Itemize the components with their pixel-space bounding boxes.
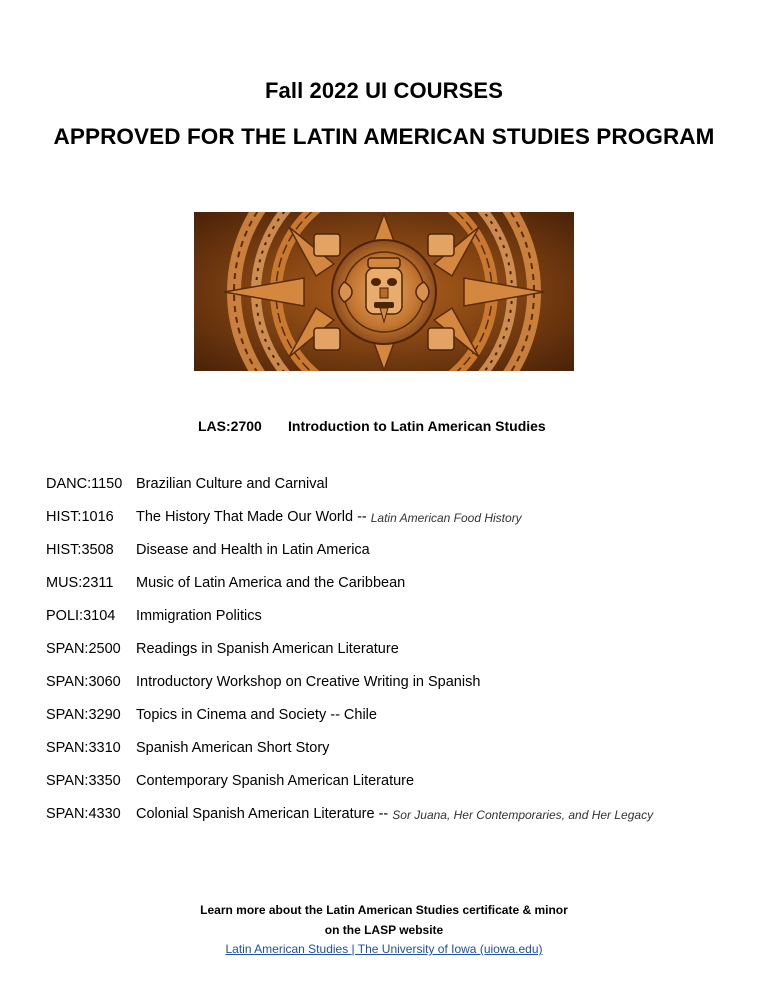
course-code: MUS:2311 — [46, 575, 114, 591]
course-code: SPAN:3060 — [46, 674, 121, 690]
course-title: Topics in Cinema and Society -- Chile — [136, 707, 377, 723]
course-code: POLI:3104 — [46, 608, 116, 624]
page-title: Fall 2022 UI COURSES — [265, 78, 503, 103]
course-title: Contemporary Spanish American Literature — [136, 773, 415, 789]
course-code: SPAN:3350 — [46, 773, 121, 789]
aztec-calendar-image — [194, 212, 574, 371]
course-list — [46, 476, 653, 839]
course-title: Music of Latin America and the Caribbean — [136, 575, 406, 591]
course-code: HIST:3508 — [46, 542, 114, 558]
course-subtitle: Sor Juana, Her Contemporaries, and Her Legacy — [392, 808, 654, 822]
featured-course-title: Introduction to Latin American Studies — [288, 418, 546, 434]
course-item — [46, 806, 653, 839]
course-item — [46, 542, 653, 575]
course-title: The History That Made Our World -- — [136, 509, 367, 525]
course-title: Immigration Politics — [136, 608, 262, 624]
course-code: SPAN:4330 — [46, 806, 121, 822]
course-title: Introductory Workshop on Creative Writing in Spanish — [136, 674, 481, 690]
course-item — [46, 674, 653, 707]
course-title: Disease and Health in Latin America — [136, 542, 370, 558]
course-item — [46, 509, 653, 542]
course-title: Readings in Spanish American Literature — [136, 641, 399, 657]
course-title: Brazilian Culture and Carnival — [136, 476, 328, 492]
footer-text-line2: on the LASP website — [324, 923, 444, 937]
course-code: DANC:1150 — [46, 476, 123, 492]
course-item — [46, 608, 653, 641]
course-item — [46, 707, 653, 740]
course-item — [46, 575, 653, 608]
footer-text-line1: Learn more about the Latin American Studies certificate & minor — [200, 903, 568, 917]
course-title: Spanish American Short Story — [136, 740, 330, 756]
course-item — [46, 476, 653, 509]
featured-course — [198, 418, 546, 434]
course-item — [46, 773, 653, 806]
page-subtitle: APPROVED FOR THE LATIN AMERICAN STUDIES PROGRAM — [53, 124, 715, 149]
footer-link-row — [0, 942, 768, 956]
featured-course-code: LAS:2700 — [198, 418, 262, 434]
course-code: SPAN:2500 — [46, 641, 121, 657]
course-code: SPAN:3310 — [46, 740, 121, 756]
course-item — [46, 740, 653, 773]
course-subtitle: Latin American Food History — [370, 511, 522, 525]
course-code: SPAN:3290 — [46, 707, 121, 723]
course-title: Colonial Spanish American Literature -- — [136, 806, 389, 822]
course-item — [46, 641, 653, 674]
course-code: HIST:1016 — [46, 509, 114, 525]
lasp-website-link[interactable]: Latin American Studies | The University of Iowa (uiowa.edu) — [225, 942, 543, 956]
